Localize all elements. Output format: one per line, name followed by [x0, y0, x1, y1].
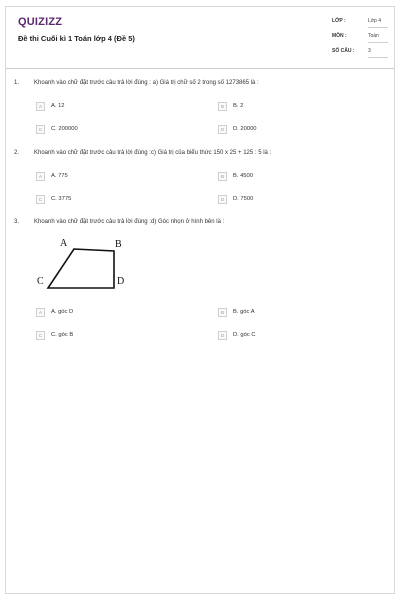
worksheet-title: Đề thi Cuối kì 1 Toán lớp 4 (Đề 5)	[18, 34, 135, 43]
option-letter-box: A	[36, 172, 45, 181]
meta-label-question-count: SỐ CÂU :	[332, 48, 355, 54]
option-letter-box: D	[218, 125, 227, 134]
option-letter-box: D	[218, 331, 227, 340]
question-number: 1.	[14, 80, 20, 86]
option-letter-box: A	[36, 308, 45, 317]
option-text: A. 775	[51, 173, 68, 179]
option-text: C. góc B	[51, 332, 74, 338]
option-text: A. 12	[51, 103, 65, 109]
worksheet-header	[6, 7, 394, 69]
option-letter-box: B	[218, 308, 227, 317]
quadrilateral-figure	[36, 235, 146, 301]
option-text: D. 7500	[233, 196, 254, 202]
question-text: Khoanh vào chữ đặt trước câu trả lời đúng :d) Góc nhọn ở hình bên là :	[34, 219, 225, 225]
option-letter-box: D	[218, 195, 227, 204]
meta-label-subject: MÔN :	[332, 33, 347, 39]
option-letter-box: C	[36, 125, 45, 134]
option-text: C. 3775	[51, 196, 72, 202]
option-text: D. góc C	[233, 332, 256, 338]
option-letter-box: B	[218, 102, 227, 111]
quadrilateral-shape	[48, 249, 114, 288]
meta-label-class: LỚP :	[332, 18, 346, 24]
option-text: D. 20000	[233, 126, 257, 132]
meta-row-class	[332, 16, 388, 31]
quadrilateral-svg	[36, 235, 146, 301]
vertex-label-c: C	[37, 276, 44, 287]
question-number: 2.	[14, 150, 20, 156]
option-text: B. góc A	[233, 309, 255, 315]
vertex-label-a: A	[60, 238, 68, 249]
question-number: 3.	[14, 219, 20, 225]
option-text: C. 200000	[51, 126, 78, 132]
meta-value-question-count: 3	[368, 46, 388, 58]
meta-value-class: Lớp 4	[368, 16, 388, 28]
meta-value-subject: Toán	[368, 31, 388, 43]
vertex-label-d: D	[117, 276, 125, 287]
option-letter-box: B	[218, 172, 227, 181]
meta-row-question-count	[332, 46, 388, 61]
meta-row-subject	[332, 31, 388, 46]
vertex-label-b: B	[115, 239, 122, 250]
question-text: Khoanh vào chữ đặt trước câu trả lời đúng : a) Giá trị chữ số 2 trong số 1273865 là :	[34, 80, 259, 86]
quizizz-logo: QUIZIZZ	[18, 16, 63, 28]
option-letter-box: A	[36, 102, 45, 111]
question-text: Khoanh vào chữ đặt trước câu trả lời đúng :c) Giá trị của biểu thức 150 x 25 + 125 : 5 là :	[34, 150, 272, 156]
option-text: B. 4500	[233, 173, 253, 179]
worksheet-page	[5, 6, 395, 594]
option-text: A. góc D	[51, 309, 74, 315]
option-letter-box: C	[36, 195, 45, 204]
worksheet-meta	[332, 16, 388, 61]
option-text: B. 2	[233, 103, 244, 109]
option-letter-box: C	[36, 331, 45, 340]
